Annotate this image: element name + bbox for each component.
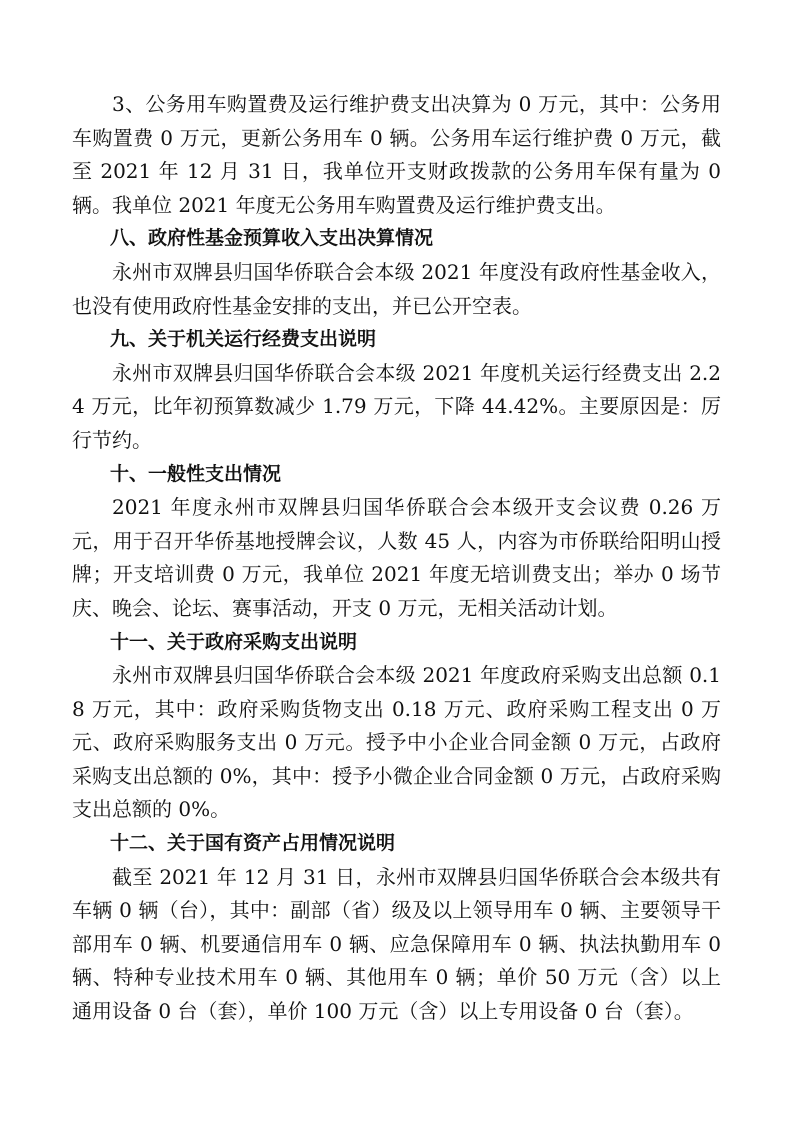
heading-state-assets: 十二、关于国有资产占用情况说明 [110, 832, 396, 855]
paragraph-procurement: 永州市双牌县归国华侨联合会本级 2021 年度政府采购支出总额 0.18 万元，其中：政府采购货物支出 0.18 万元、政府采购工程支出 0 万元、政府采购服务支出 0 万元。授予中小企业合同金额 0 万元，占政府采购支出总额的 0%，其中：授予小微企业合同金额 0 万元，占政府采购支出总额的 0%。 [72, 663, 721, 822]
heading-operating-expenses: 九、关于机关运行经费支出说明 [110, 328, 377, 351]
paragraph-vehicle-expenses: 3、公务用车购置费及运行维护费支出决算为 0 万元，其中：公务用车购置费 0 万元，更新公务用车 0 辆。公务用车运行维护费 0 万元，截至 2021 年 12 月 31 日，我单位开支财政拨款的公务用车保有量为 0 辆。我单位 2021 年度无公务用车购置费及运行维护费支出。 [72, 92, 721, 217]
heading-general-expenses: 十、一般性支出情况 [110, 462, 282, 485]
document-body [72, 88, 721, 1029]
paragraph-operating-expenses: 永州市双牌县归国华侨联合会本级 2021 年度机关运行经费支出 2.24 万元，比年初预算数减少 1.79 万元，下降 44.42%。主要原因是：厉行节约。 [72, 360, 721, 452]
heading-government-fund: 八、政府性基金预算收入支出决算情况 [110, 227, 434, 250]
paragraph-general-expenses: 2021 年度永州市双牌县归国华侨联合会本级开支会议费 0.26 万元，用于召开华侨基地授牌会议，人数 45 人，内容为市侨联给阳明山授牌；开支培训费 0 万元，我单位 2021 年度无培训费支出；举办 0 场节庆、晚会、论坛、赛事活动，开支 0 万元，无相关活动计划。 [72, 495, 721, 620]
heading-procurement: 十一、关于政府采购支出说明 [110, 630, 358, 653]
paragraph-state-assets: 截至 2021 年 12 月 31 日，永州市双牌县归国华侨联合会本级共有车辆 0 辆（台），其中：副部（省）级及以上领导用车 0 辆、主要领导干部用车 0 辆、机要通信用车 0 辆、应急保障用车 0 辆、执法执勤用车 0 辆、特种专业技术用车 0 辆、其他用车 0 辆；单价 50 万元（含）以上通用设备 0 台（套），单价 100 万元（含）以上专用设备 0 台（套）。 [72, 864, 721, 1024]
paragraph-government-fund: 永州市双牌县归国华侨联合会本级 2021 年度没有政府性基金收入，也没有使用政府性基金安排的支出，并已公开空表。 [72, 259, 721, 318]
